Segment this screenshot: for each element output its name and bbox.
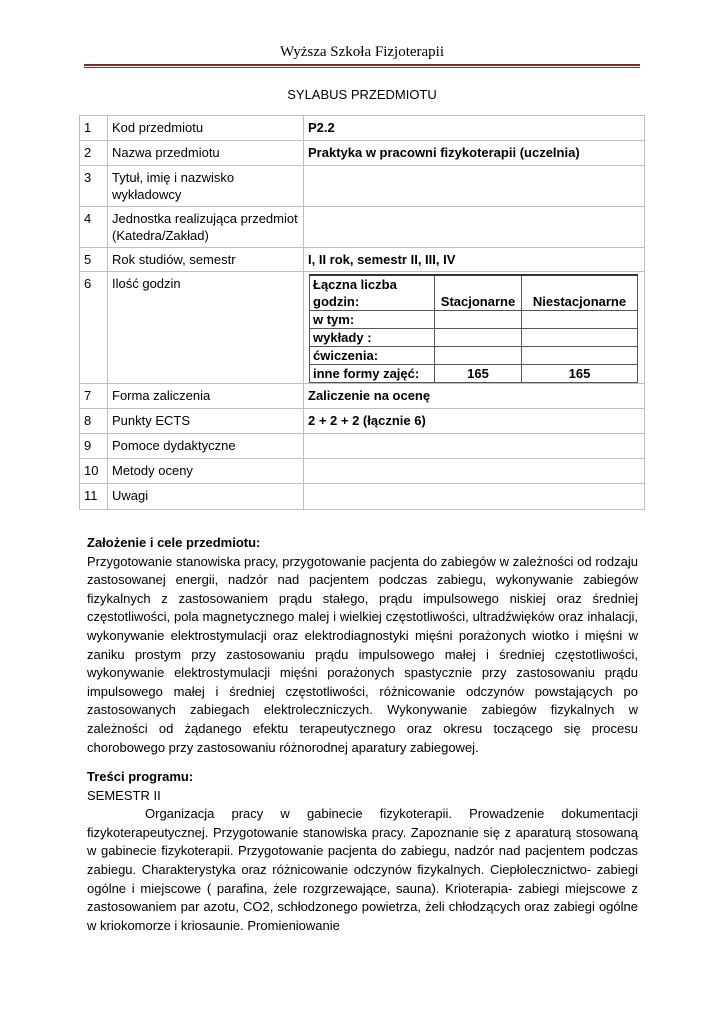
row-label: Tytuł, imię i nazwisko wykładowcy	[108, 166, 304, 207]
table-row	[80, 248, 645, 272]
hours-table	[309, 274, 638, 383]
hours-cell	[304, 272, 645, 384]
row-number: 10	[80, 459, 108, 484]
row-number: 3	[80, 166, 108, 207]
row-label: Kod przedmiotu	[108, 116, 304, 141]
table-row	[80, 409, 645, 434]
teaching-aids	[304, 434, 645, 459]
ects-points: 2 + 2 + 2 (łącznie 6)	[304, 409, 645, 434]
row-label: Jednostka realizująca przedmiot (Katedra/Zakład)	[108, 207, 304, 248]
hours-niestac-header: Niestacjonarne	[522, 275, 638, 311]
row-number: 9	[80, 434, 108, 459]
row-number: 5	[80, 248, 108, 272]
course-name: Praktyka w pracowni fizykoterapii (uczelnia)	[304, 141, 645, 166]
goals-heading: Założenie i cele przedmiotu:	[87, 535, 261, 550]
hours-row	[310, 329, 638, 347]
table-row	[80, 141, 645, 166]
goals-section	[87, 534, 638, 757]
row-label: Rok studiów, semestr	[108, 248, 304, 272]
page-header: Wyższa Szkoła Fizjoterapii	[279, 44, 445, 60]
program-heading: Treści programu:	[87, 769, 194, 784]
header-rule	[84, 64, 640, 66]
semester-label: SEMESTR II	[87, 787, 161, 803]
table-row	[80, 384, 645, 409]
row-number: 7	[80, 384, 108, 409]
row-number: 8	[80, 409, 108, 434]
assessment-methods	[304, 459, 645, 484]
hours-value: 165	[435, 365, 522, 383]
row-number: 1	[80, 116, 108, 141]
hours-value	[522, 329, 638, 347]
year-semester: I, II rok, semestr II, III, IV	[304, 248, 645, 272]
table-row	[80, 484, 645, 510]
hours-value	[435, 311, 522, 329]
table-row	[80, 207, 645, 248]
row-label: Nazwa przedmiotu	[108, 141, 304, 166]
table-row	[80, 459, 645, 484]
row-label: Forma zaliczenia	[108, 384, 304, 409]
row-number: 11	[80, 484, 108, 510]
hours-label: wykłady :	[310, 329, 435, 347]
lecturer-value	[304, 166, 645, 207]
hours-row	[310, 347, 638, 365]
row-label: Metody oceny	[108, 459, 304, 484]
row-number: 2	[80, 141, 108, 166]
hours-total-header: Łączna liczba godzin:	[310, 275, 435, 311]
table-row	[80, 116, 645, 141]
table-row	[80, 272, 645, 384]
hours-label: inne formy zajęć:	[310, 365, 435, 383]
hours-value	[522, 311, 638, 329]
remarks	[304, 484, 645, 510]
hours-label: ćwiczenia:	[310, 347, 435, 365]
program-text: Organizacja pracy w gabinecie fizykoterapii. Prowadzenie dokumentacji fizykoterapeutycznej. Przygotowanie stanowiska pracy. Zapoznanie się z aparaturą stosowaną w gabinecie fizykoterapii. Przygotowanie pacjenta do zabiegu, nadzór nad pacjentem podczas zabiegu. Charakterystyka oraz różnicowanie odczynów fizykalnych. Ciepłolecznictwo- zabiegi ogólne i miejscowe ( parafina, żele rozgrzewające, sauna). Krioterapia- zabiegi miejscowe z zastosowaniem par azotu, CO2, schłodzonego powietrza, żeli chłodzących oraz zabiegi ogólne w kriokomorze i kriosaunie. Promieniowanie	[87, 806, 638, 933]
table-row	[80, 434, 645, 459]
goals-text: Przygotowanie stanowiska pracy, przygotowanie pacjenta do zabiegów w zależności od rodzaju zastosowanej energii, nadzór nad pacjentem podczas zabiegu, wykonywanie zabiegów fizykalnych z zastosowaniem prądu stałego, prądu impulsowego niskiej oraz średniej częstotliwości, pola magnetycznego malej i wielkiej częstotliwości, ultradźwięków oraz inhalacji, wykonywanie elektrostymulacji oraz elektrodiagnostyki mięśni porażonych wiotko i mięśni w zaniku prostym przy zastosowaniu prądu impulsowego małej i średniej częstotliwości, wykonywanie elektrostymulacji mięśni porażonych spastycznie przy zastosowaniu prądu impulsowego małej i średniej częstotliwości, różnicowanie odczynów powstających po zastosowanych zabiegach elektroleczniczych. Wykonywanie zabiegów fizykalnych w zależności od żądanego efektu terapeutycznego oraz okresu toczącego się procesu chorobowego przy zastosowaniu różnorodnej aparatury zabiegowej.	[87, 553, 638, 755]
hours-row	[310, 365, 638, 383]
course-code: P2.2	[304, 116, 645, 141]
program-section	[87, 768, 638, 935]
row-label: Ilość godzin	[108, 272, 304, 384]
row-label: Punkty ECTS	[108, 409, 304, 434]
document-title: SYLABUS PRZEDMIOTU	[287, 87, 437, 102]
hours-row	[310, 311, 638, 329]
hours-value	[435, 329, 522, 347]
row-label: Uwagi	[108, 484, 304, 510]
hours-header-row	[310, 275, 638, 311]
hours-value	[522, 347, 638, 365]
row-number: 4	[80, 207, 108, 248]
hours-value: 165	[522, 365, 638, 383]
assessment-form: Zaliczenie na ocenę	[304, 384, 645, 409]
hours-stac-header: Stacjonarne	[435, 275, 522, 311]
row-number: 6	[80, 272, 108, 384]
table-row	[80, 166, 645, 207]
header-rule-thin	[84, 67, 640, 68]
hours-label: w tym:	[310, 311, 435, 329]
syllabus-table	[79, 115, 645, 510]
unit-value	[304, 207, 645, 248]
row-label: Pomoce dydaktyczne	[108, 434, 304, 459]
hours-value	[435, 347, 522, 365]
